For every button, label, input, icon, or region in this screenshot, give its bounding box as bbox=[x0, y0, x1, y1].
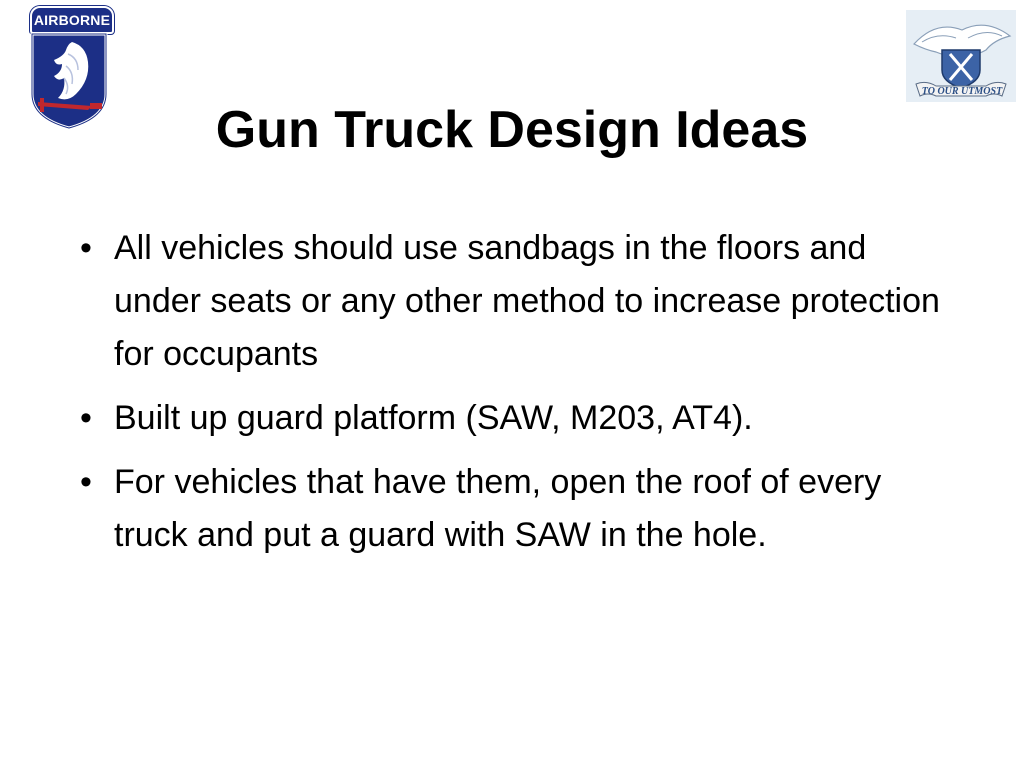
bullet-text: All vehicles should use sandbags in the floors and under seats or any other method to increase protection for occupants bbox=[114, 229, 940, 373]
bullet-item bbox=[76, 222, 956, 381]
bullet-icon: • bbox=[80, 399, 92, 437]
bullet-item bbox=[76, 456, 956, 562]
slide-title: Gun Truck Design Ideas bbox=[215, 101, 809, 159]
regimental-crest-logo bbox=[906, 10, 1016, 102]
bullet-text: For vehicles that have them, open the roof of every truck and put a guard with SAW in the hole. bbox=[114, 463, 882, 554]
bullet-icon: • bbox=[80, 229, 92, 267]
bullet-item bbox=[76, 392, 956, 445]
bullet-list bbox=[76, 222, 956, 573]
airborne-tab: AIRBORNE bbox=[30, 6, 114, 34]
bullet-text: Built up guard platform (SAW, M203, AT4). bbox=[114, 399, 753, 437]
bullet-icon: • bbox=[80, 463, 92, 501]
crest-motto-text: TO OUR UTMOST bbox=[921, 86, 1003, 97]
